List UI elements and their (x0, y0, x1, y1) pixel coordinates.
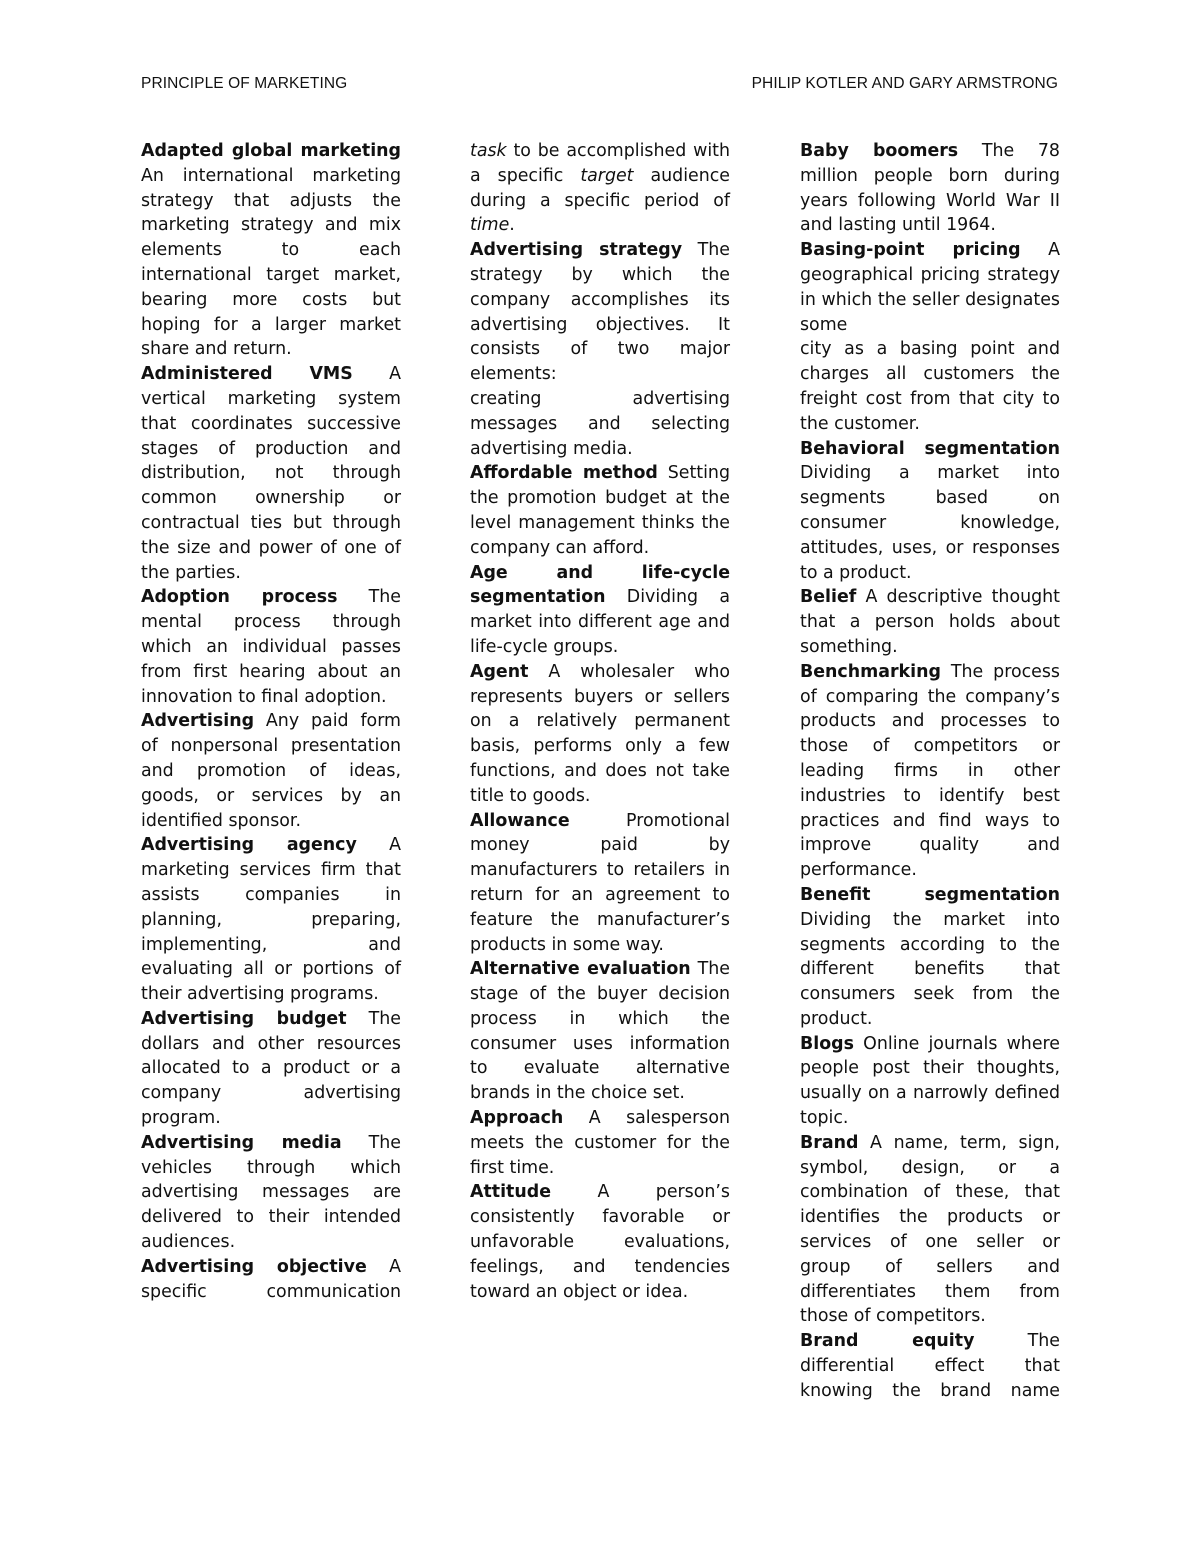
glossary-entry (470, 1106, 730, 1180)
definition-text: The process of comparing the company’s products and processes to those of competitors or leading firms in other industries to identify best practices and find ways to improve quality and performance. (800, 661, 1060, 881)
definition-text: The strategy by which the company accomplishes its advertising objectives. It consists of two major elements: (470, 240, 730, 385)
glossary-entry (141, 709, 401, 833)
glossary-entry (800, 660, 1060, 883)
glossary-entry (800, 437, 1060, 586)
definition-text: Dividing a market into segments based on consumer knowledge, attitudes, uses, or responses to a product. (800, 463, 1060, 583)
glossary-entry (141, 1255, 401, 1305)
definition-text: Dividing a market into different age and life-cycle groups. (470, 587, 730, 657)
definition-text: A geographical pricing strategy in which the seller designates some (800, 240, 1060, 335)
glossary-term: Advertising media (141, 1132, 342, 1153)
glossary-term: Agent (470, 661, 529, 682)
glossary-entry (141, 833, 401, 1007)
glossary-term: Adoption process (141, 587, 338, 608)
glossary-entry (141, 139, 401, 362)
header-title: PRINCIPLE OF MARKETING (141, 75, 348, 92)
glossary-term: Benefit segmentation (800, 884, 1060, 905)
glossary-entry (470, 139, 730, 238)
definition-text: A specific communication (141, 1256, 401, 1302)
glossary-term: Baby boomers (800, 141, 959, 161)
definition-text: target (580, 165, 634, 186)
glossary-entry (141, 362, 401, 585)
definition-text: Any paid form of nonpersonal presentation and promotion of ideas, goods, or services by an identified sponsor. (141, 711, 401, 831)
glossary-term: Affordable method (470, 463, 658, 484)
header-authors: PHILIP KOTLER AND GARY ARMSTRONG (751, 75, 1058, 92)
definition-text: The stage of the buyer decision process in which the consumer uses information to evaluate alternative brands in the choice set. (470, 959, 730, 1104)
glossary-entry (470, 1180, 730, 1304)
glossary-entry (141, 1007, 401, 1131)
glossary-term: Allowance (470, 810, 570, 831)
glossary-term: Brand equity (800, 1331, 975, 1352)
glossary-entry (470, 660, 730, 809)
definition-text: Promotional money paid by manufacturers to retailers in return for an agreement to feature the manufacturer’s products in some way. (470, 810, 730, 955)
definition-text: A descriptive thought that a person holds about something. (800, 587, 1060, 657)
definition-text: to be accomplished with a specific (470, 141, 730, 186)
glossary-column-2 (470, 139, 730, 1304)
definition-text: Dividing the market into segments according to the different benefits that consumers seek from the product. (800, 909, 1060, 1029)
glossary-term: Advertising agency (141, 835, 357, 856)
definition-text: A salesperson meets the customer for the first time. (470, 1108, 730, 1178)
glossary-entry (470, 957, 730, 1106)
definition-text: A vertical marketing system that coordinates successive stages of production and distribution, not through common ownership or contractual ties but through the size and power of one of the parties. (141, 364, 401, 583)
definition-continuation: city as a basing point and charges all customers the freight cost from that city to the customer. (800, 339, 1060, 434)
glossary-term: Advertising budget (141, 1008, 347, 1029)
glossary-term: Adapted global marketing (141, 141, 401, 161)
glossary-entry (800, 238, 1060, 337)
glossary-entry (800, 139, 1060, 238)
glossary-entry (141, 1131, 401, 1255)
definition-text: Setting the promotion budget at the level management thinks the company can afford. (470, 463, 730, 558)
definition-text: . (509, 215, 515, 236)
glossary-term: Behavioral segmentation (800, 438, 1060, 459)
glossary-term: Benchmarking (800, 661, 941, 682)
definition-text: The dollars and other resources allocated to a product or a company advertising program. (141, 1008, 402, 1129)
glossary-term: Administered VMS (141, 364, 353, 385)
glossary-term: Blogs (800, 1033, 854, 1054)
glossary-term: Alternative evaluation (470, 959, 691, 980)
glossary-entry (800, 1329, 1060, 1403)
glossary-entry (800, 883, 1060, 1032)
glossary-entry (800, 1131, 1060, 1329)
glossary-entry (800, 585, 1060, 659)
page-header (141, 75, 1058, 97)
glossary-entry (800, 1032, 1060, 1131)
definition-text: The vehicles through which advertising messages are delivered to their intended audiences. (141, 1132, 401, 1253)
definition-continuation: creating advertising messages and selecting advertising media. (470, 388, 730, 459)
glossary-term: Age and life-cycle segmentation (470, 562, 730, 608)
definition-text: A marketing services firm that assists companies in planning, preparing, implementing, and evaluating all or portions of their advertising programs. (141, 835, 401, 1005)
glossary-column-1 (141, 139, 401, 1304)
definition-text: The differential effect that knowing the brand name (800, 1331, 1060, 1401)
definition-text: A wholesaler who represents buyers or sellers on a relatively permanent basis, performs only a few functions, and does not take title to goods. (470, 661, 730, 806)
definition-text: task (470, 141, 507, 161)
definition-text: The mental process through which an individual passes from first hearing about an innovation to final adoption. (141, 587, 401, 707)
glossary-term: Brand (800, 1132, 859, 1153)
glossary-term: Attitude (470, 1182, 551, 1203)
definition-text: An international marketing strategy that adjusts the marketing strategy and mix elements to each international target market, bearing more costs but hoping for a larger market share and return. (141, 165, 401, 360)
glossary-entry (141, 585, 401, 709)
glossary-term: Belief (800, 587, 857, 608)
definition-text: audience during a specific period of (470, 165, 731, 211)
glossary-term: Advertising objective (141, 1256, 367, 1277)
glossary-term: Basing-point pricing (800, 240, 1021, 261)
definition-text: A person’s consistently favorable or unfavorable evaluations, feelings, and tendencies toward an object or idea. (470, 1182, 730, 1302)
glossary-term: Advertising strategy (470, 240, 683, 261)
glossary-entry (470, 809, 730, 958)
definition-text: A name, term, sign, symbol, design, or a combination of these, that identifies the products or services of one seller or group of sellers and differentiates them from those of competitors. (800, 1132, 1060, 1327)
definition-text: time (470, 215, 510, 236)
glossary-term: Approach (470, 1108, 564, 1129)
glossary-entry (470, 461, 730, 560)
glossary-term: Advertising (141, 711, 255, 732)
definition-text: Online journals where people post their thoughts, usually on a narrowly defined topic. (800, 1033, 1060, 1129)
glossary-column-3 (800, 139, 1060, 1404)
glossary-entry (470, 561, 730, 660)
glossary-entry (470, 238, 730, 387)
definition-text: The 78 million people born during years following World War II and lasting until 1964. (800, 141, 1060, 236)
